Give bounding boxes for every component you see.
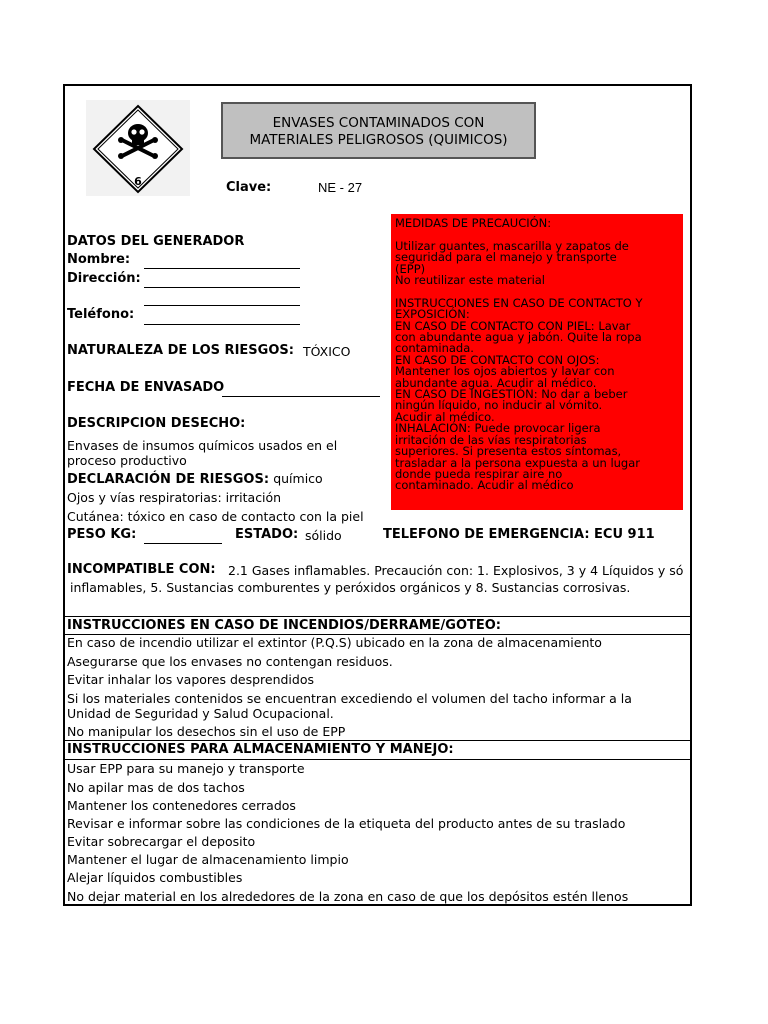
precaution-line: donde pueda respirar aire no xyxy=(395,466,563,481)
fire-instruction-item: No manipular los desechos sin el uso de EPP xyxy=(67,724,346,739)
title-line-1: ENVASES CONTAMINADOS CON xyxy=(272,115,485,131)
incompatible-label: INCOMPATIBLE CON: xyxy=(67,562,216,577)
nombre-field[interactable] xyxy=(144,268,300,269)
precaution-line: ningún líquido, no inducir al vómito. xyxy=(395,398,603,413)
direccion-field-line-2[interactable] xyxy=(144,305,300,306)
precaution-line: abundante agua. Acudir al médico. xyxy=(395,375,597,390)
precaution-line: EN CASO DE CONTACTO CON OJOS: xyxy=(395,352,600,367)
storage-instruction-item: Usar EPP para su manejo y transporte xyxy=(67,761,305,776)
storage-heading: INSTRUCCIONES PARA ALMACENAMIENTO Y MANEJO: xyxy=(67,742,454,757)
storage-instruction-item: No apilar mas de dos tachos xyxy=(67,780,245,795)
precaution-line: Mantener los ojos abiertos y lavar con xyxy=(395,364,615,379)
naturaleza-label: NATURALEZA DE LOS RIESGOS: xyxy=(67,343,294,358)
cutanea-line: Cutánea: tóxico en caso de contacto con la piel xyxy=(67,509,364,524)
precaution-line: Acudir al médico. xyxy=(395,409,495,424)
generator-heading: DATOS DEL GENERADOR xyxy=(67,234,245,249)
storage-instruction-item: Evitar sobrecargar el deposito xyxy=(67,834,256,849)
peso-field[interactable] xyxy=(144,543,222,544)
fire-instruction-item: Si los materiales contenidos se encuentran excediendo el volumen del tacho informar a la xyxy=(67,691,632,706)
precautions-box xyxy=(391,214,683,510)
precaution-line: Utilizar guantes, mascarilla y zapatos de xyxy=(395,238,629,253)
precaution-line: MEDIDAS DE PRECAUCIÓN: xyxy=(395,216,552,230)
precaution-line: EXPOSICIÓN: xyxy=(395,307,470,322)
divider xyxy=(65,759,692,760)
descripcion-line-2: proceso productivo xyxy=(67,453,187,468)
precaution-line: INHALACIÓN: Puede provocar ligera xyxy=(395,421,601,436)
clave-value: NE - 27 xyxy=(318,180,363,195)
peso-label: PESO KG: xyxy=(67,527,137,542)
toxic-hazard-diamond-icon xyxy=(86,100,190,196)
precaution-line: (EPP) xyxy=(395,261,426,276)
precaution-line: con abundante agua y jabón. Quite la ropa xyxy=(395,330,642,345)
storage-instruction-item: Revisar e informar sobre las condiciones de la etiqueta del producto antes de su traslado xyxy=(67,816,626,831)
emergency-phone: TELEFONO DE EMERGENCIA: ECU 911 xyxy=(383,527,655,542)
precaution-line: trasladar a la persona expuesta a un lugar xyxy=(395,455,641,470)
telefono-field[interactable] xyxy=(144,324,300,325)
incompatible-line-1: 2.1 Gases inflamables. Precaución con: 1. Explosivos, 3 y 4 Líquidos y só xyxy=(228,563,684,578)
declaracion-value: químico xyxy=(273,471,323,486)
divider xyxy=(65,740,692,741)
precaution-line: EN CASO DE INGESTIÓN: No dar a beber xyxy=(395,387,628,402)
descripcion-label: DESCRIPCION DESECHO: xyxy=(67,416,246,431)
estado-label: ESTADO: xyxy=(235,527,299,542)
storage-instruction-item: Mantener los contenedores cerrados xyxy=(67,798,296,813)
precaution-line: superiores. Si presenta estos síntomas, xyxy=(395,444,622,459)
precaution-line: INSTRUCCIONES EN CASO DE CONTACTO Y xyxy=(395,295,643,310)
precaution-line: seguridad para el manejo y transporte xyxy=(395,250,617,265)
incompatible-line-2: inflamables, 5. Sustancias comburentes y peróxidos orgánicos y 8. Sustancias corrosivas. xyxy=(70,580,631,595)
storage-instruction-item: Mantener el lugar de almacenamiento limpio xyxy=(67,852,349,867)
precaution-line: EN CASO DE CONTACTO CON PIEL: Lavar xyxy=(395,318,631,333)
estado-value: sólido xyxy=(305,528,342,543)
precaution-line: irritación de las vías respiratorias xyxy=(395,432,587,447)
title-line-2: MATERIALES PELIGROSOS (QUIMICOS) xyxy=(249,132,508,148)
ojos-line: Ojos y vías respiratorias: irritación xyxy=(67,490,282,505)
precaution-line: contaminado. Acudir al médico xyxy=(395,478,574,493)
direccion-label: Dirección: xyxy=(67,271,141,286)
hazard-class-number: 6 xyxy=(134,175,142,188)
fire-heading: INSTRUCCIONES EN CASO DE INCENDIOS/DERRAME/GOTEO: xyxy=(67,618,502,633)
fire-instruction-item: Evitar inhalar los vapores desprendidos xyxy=(67,672,315,687)
clave-label: Clave: xyxy=(226,180,272,195)
storage-instruction-item: No dejar material en los alrededores de la zona en caso de que los depósitos estén llenos xyxy=(67,889,629,904)
precaution-line: No reutilizar este material xyxy=(395,273,545,288)
naturaleza-value: TÓXICO xyxy=(303,344,351,359)
precaution-line: contaminada. xyxy=(395,341,474,356)
descripcion-line-1: Envases de insumos químicos usados en el xyxy=(67,438,338,453)
fire-instruction-item: Unidad de Seguridad y Salud Ocupacional. xyxy=(67,706,334,721)
fecha-label: FECHA DE ENVASADO xyxy=(67,380,225,395)
document-title xyxy=(221,102,536,159)
fire-instruction-item: En caso de incendio utilizar el extintor (P.Q.S) ubicado en la zona de almacenamiento xyxy=(67,635,602,650)
fecha-field[interactable] xyxy=(222,396,380,397)
divider xyxy=(65,616,692,617)
fire-instruction-item: Asegurarse que los envases no contengan residuos. xyxy=(67,654,393,669)
storage-instruction-item: Alejar líquidos combustibles xyxy=(67,870,243,885)
direccion-field[interactable] xyxy=(144,287,300,288)
declaracion-label: DECLARACIÓN DE RIESGOS: xyxy=(67,472,270,487)
telefono-label: Teléfono: xyxy=(67,307,135,322)
nombre-label: Nombre: xyxy=(67,252,131,267)
